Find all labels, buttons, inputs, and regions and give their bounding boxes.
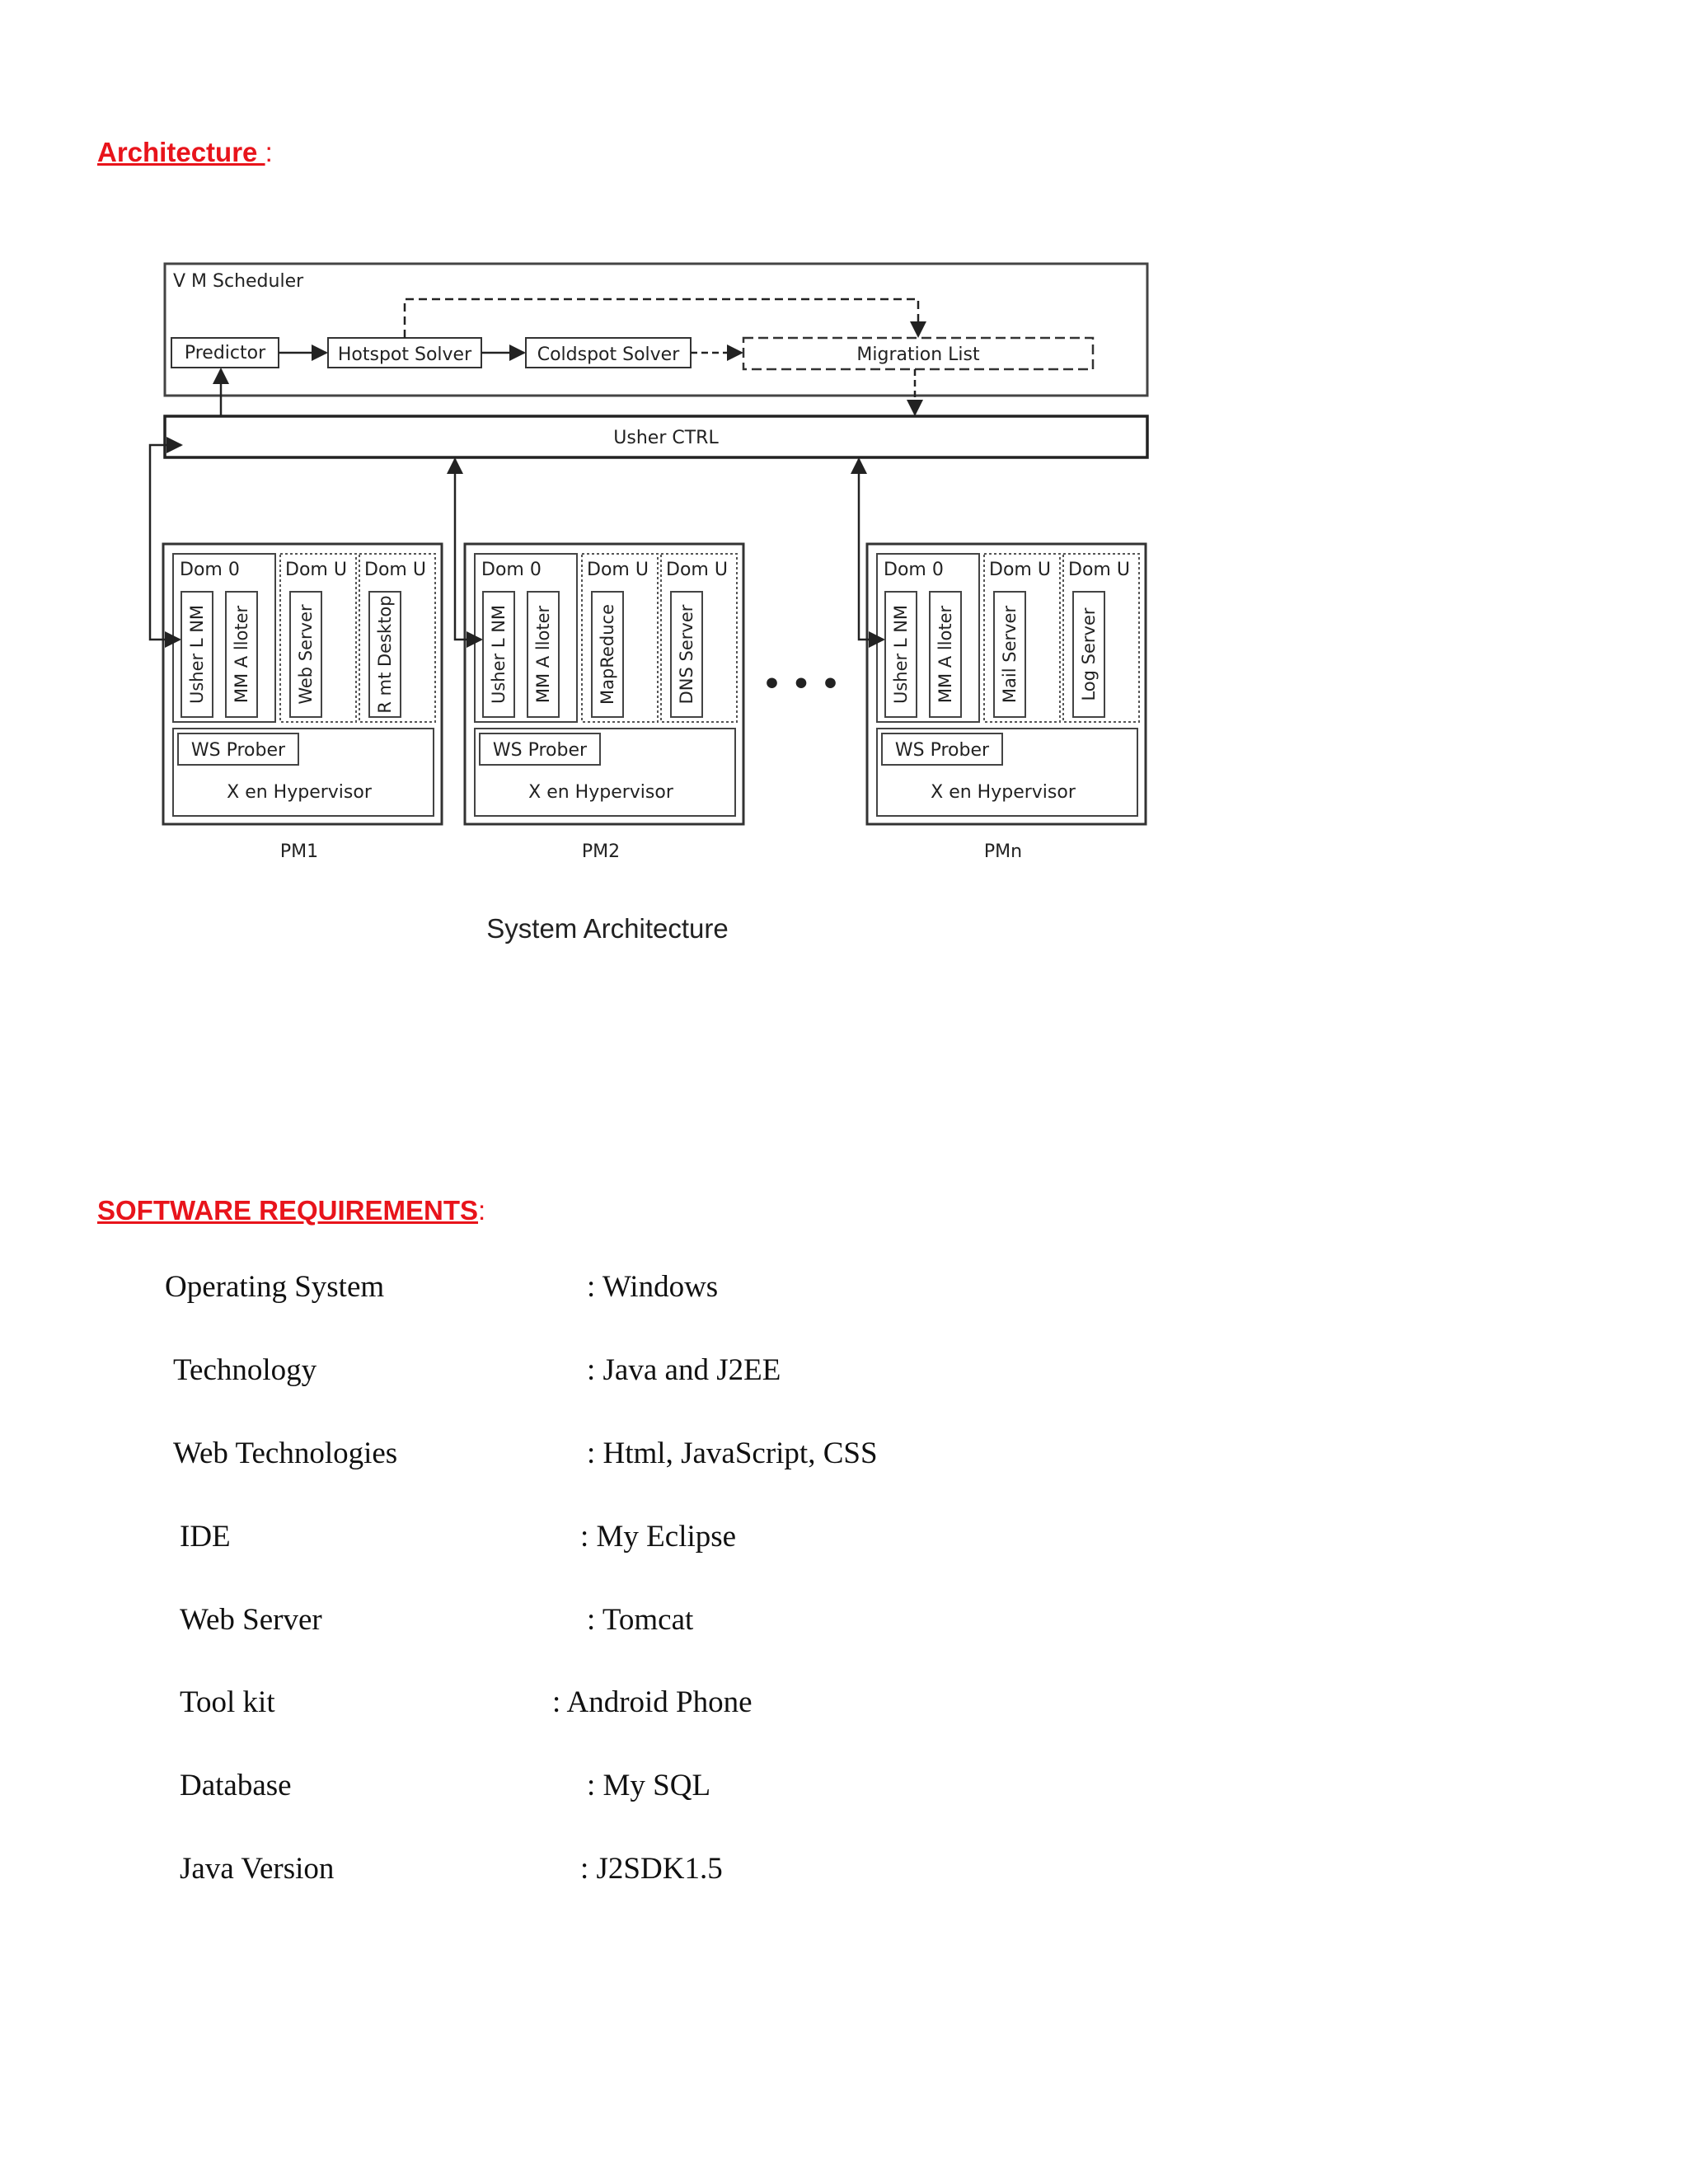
system-architecture-diagram (148, 247, 1187, 989)
pmn-group (867, 544, 1146, 862)
migration-list-label: Migration List (856, 344, 980, 365)
connector-pm1 (150, 445, 181, 640)
pm1-domu1-item-label: Web Server (296, 604, 316, 705)
pmn-ws-prober-label: WS Prober (894, 740, 990, 761)
more-machines-ellipsis: • • • (762, 668, 841, 701)
pm2-domu2-item-label: DNS Server (677, 604, 696, 705)
requirement-value: : Java and J2EE (587, 1353, 781, 1387)
pm2-hypervisor-label: X en Hypervisor (528, 782, 673, 803)
usher-ctrl-label: Usher CTRL (613, 428, 719, 448)
vm-scheduler-label: V M Scheduler (173, 271, 304, 292)
pmn-domu2-label: Dom U (1068, 560, 1130, 580)
requirement-value: : Windows (587, 1270, 719, 1304)
requirement-label: Web Technologies (173, 1436, 398, 1470)
pm1-name: PM1 (279, 841, 319, 862)
coldspot-solver-label: Coldspot Solver (537, 344, 680, 365)
pm2-domu2-label: Dom U (666, 560, 728, 580)
pmn-hypervisor-label: X en Hypervisor (931, 782, 1076, 803)
software-requirements-heading (97, 1195, 485, 1226)
pm2-domu1-item-label: MapReduce (598, 604, 617, 705)
pm2-dom0-label: Dom 0 (481, 560, 542, 580)
pm2-usher-lnm-label: Usher L NM (489, 604, 509, 705)
pmn-dom0-label: Dom 0 (884, 560, 944, 580)
software-requirements-heading-colon: : (478, 1195, 486, 1226)
pm1-hypervisor-label: X en Hypervisor (227, 782, 372, 803)
pm1-usher-lnm-label: Usher L NM (187, 604, 207, 705)
pm1-domu2-label: Dom U (364, 560, 426, 580)
vm-scheduler-box (165, 264, 1147, 396)
pmn-mm-alloter-label: MM A lloter (935, 605, 955, 704)
pmn-usher-lnm-label: Usher L NM (891, 604, 911, 705)
pm1-group (163, 544, 442, 862)
pm1-domu2-item-label: R mt Desktop (375, 595, 395, 714)
pmn-domu2-item-label: Log Server (1079, 607, 1099, 701)
pm2-domu1-label: Dom U (587, 560, 649, 580)
requirement-value: : J2SDK1.5 (580, 1852, 723, 1886)
requirement-label: Tool kit (180, 1685, 275, 1719)
predictor-label: Predictor (184, 343, 266, 363)
architecture-heading-text: Architecture (97, 137, 265, 167)
architecture-heading (97, 137, 273, 168)
requirement-value: : My Eclipse (580, 1520, 737, 1554)
requirement-value: : Tomcat (587, 1603, 694, 1637)
pmn-domu1-label: Dom U (989, 560, 1051, 580)
pm2-group (465, 544, 743, 862)
requirement-value: : Html, JavaScript, CSS (587, 1436, 878, 1470)
architecture-heading-colon: : (265, 137, 273, 167)
requirement-label: Java Version (180, 1852, 335, 1886)
arrow-hotspot-migration (405, 299, 918, 338)
requirement-value: : My SQL (587, 1769, 711, 1802)
requirement-label: Operating System (165, 1270, 385, 1304)
requirement-label: Technology (173, 1353, 317, 1387)
pm1-domu1-label: Dom U (285, 560, 347, 580)
pm2-ws-prober-label: WS Prober (492, 740, 588, 761)
pmn-name: PMn (983, 841, 1023, 862)
pm1-mm-alloter-label: MM A lloter (232, 605, 251, 704)
requirement-label: Database (180, 1769, 292, 1802)
requirement-label: Web Server (180, 1603, 322, 1637)
requirement-value: : Android Phone (552, 1685, 753, 1719)
requirement-label: IDE (180, 1520, 231, 1554)
pmn-domu1-item-label: Mail Server (1000, 605, 1020, 704)
pm1-ws-prober-label: WS Prober (190, 740, 286, 761)
pm2-mm-alloter-label: MM A lloter (533, 605, 553, 704)
hotspot-solver-label: Hotspot Solver (337, 344, 472, 365)
pm1-dom0-label: Dom 0 (180, 560, 240, 580)
pm2-name: PM2 (581, 841, 621, 862)
connector-pmn (859, 459, 884, 640)
connector-pm2 (455, 459, 481, 640)
software-requirements-heading-text: SOFTWARE REQUIREMENTS (97, 1195, 479, 1226)
diagram-caption: System Architecture (486, 913, 729, 944)
